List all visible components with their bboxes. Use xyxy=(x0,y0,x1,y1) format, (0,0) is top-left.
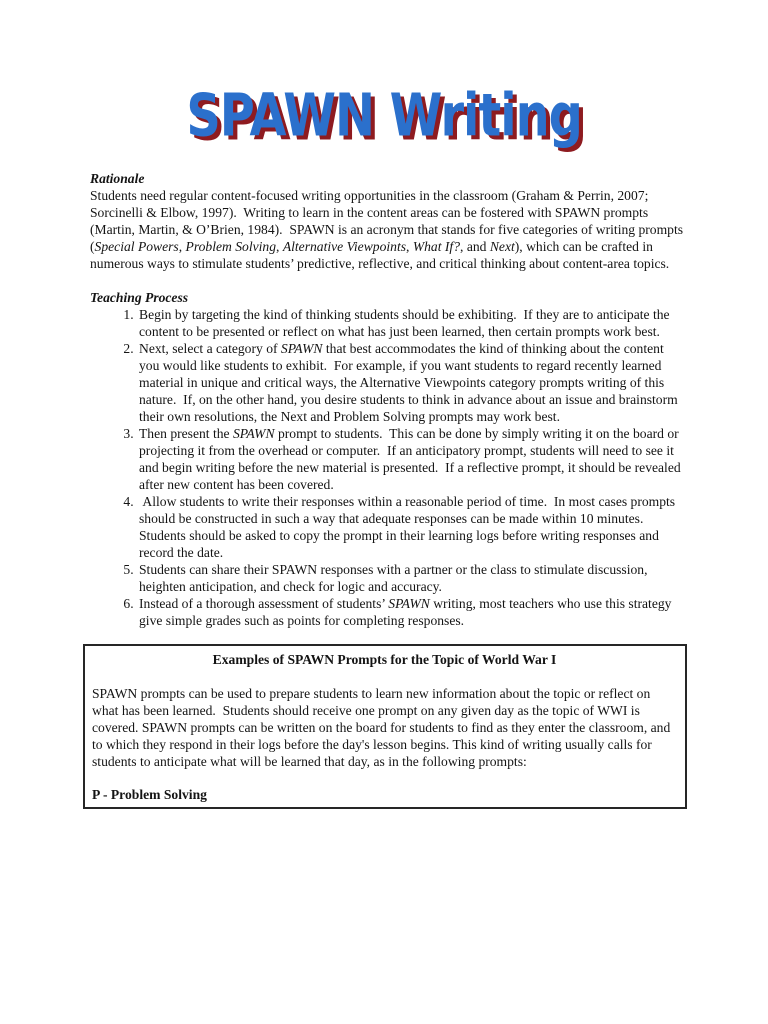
title-area xyxy=(0,0,768,154)
prompt-category-heading: P - Problem Solving xyxy=(92,787,207,802)
rationale-heading: Rationale xyxy=(90,171,145,186)
teaching-step-1: 1. Begin by targeting the kind of thinking students should be exhibiting. If they are to anticipate the content to be presented or reflect on what has just been learned, then certain prompts work best. xyxy=(137,306,686,340)
examples-box xyxy=(83,644,687,809)
teaching-step-6: 6. Instead of a thorough assessment of students’ SPAWN writing, most teachers who use this strategy give simple grades such as points for completing responses. xyxy=(137,595,686,629)
teaching-step-4: 4. Allow students to write their responses within a reasonable period of time. In most cases prompts should be constructed in such a way that adequate responses can be made within 10 minutes. Students should be asked to copy the prompt in their learning logs before writing responses and record the date. xyxy=(137,493,686,561)
teaching-process-heading: Teaching Process xyxy=(90,290,189,305)
examples-box-title: Examples of SPAWN Prompts for the Topic of World War I xyxy=(212,652,557,667)
teaching-step-3: 3. Then present the SPAWN prompt to students. This can be done by simply writing it on the board or projecting it from the overhead or computer. If an anticipatory prompt, students will need to see it and begin writing before the new material is presented. If a reflective prompt, it should be revealed after new content has been covered. xyxy=(137,425,686,493)
teaching-step-2: 2. Next, select a category of SPAWN that best accommodates the kind of thinking about the content you would like students to exhibit. For example, if you want students to regard recently learned material in unique and critical ways, the Alternative Viewpoints category prompts writing of this nature. If, on the other hand, you desire students to think in advance about an issue and brainstorm their own resolutions, the Next and Problem Solving prompts may work best. xyxy=(137,340,686,425)
teaching-step-5: 5. Students can share their SPAWN responses with a partner or the class to stimulate discussion, heighten anticipation, and check for logic and accuracy. xyxy=(137,561,686,595)
examples-box-paragraph: SPAWN prompts can be used to prepare students to learn new information about the topic or reflect on what has been learned. Students should receive one prompt on any given day as the topic of WWI is covered. SPAWN prompts can be written on the board for students to find as they enter the classroom, and to which they respond in their logs before the day's lesson begins. This kind of writing usually calls for students to anticipate what will be learned that day, as in the following prompts: xyxy=(92,686,674,769)
rationale-paragraph: Students need regular content-focused writing opportunities in the classroom (Graham & Perrin, 2007; Sorcinelli & Elbow, 1997). Writing to learn in the content areas can be fostered with SPAWN prompts (Martin, Martin, & O’Brien, 1984). SPAWN is an acronym that stands for five categories of writing prompts (Special Powers, Problem Solving, Alternative Viewpoints, What If?, and Next), which can be crafted in numerous ways to stimulate students’ predictive, reflective, and critical thinking about content-area topics. xyxy=(90,188,687,271)
teaching-process-list xyxy=(90,306,686,629)
page-content xyxy=(0,170,768,809)
wordart-title: SPAWN Writing xyxy=(186,80,582,150)
